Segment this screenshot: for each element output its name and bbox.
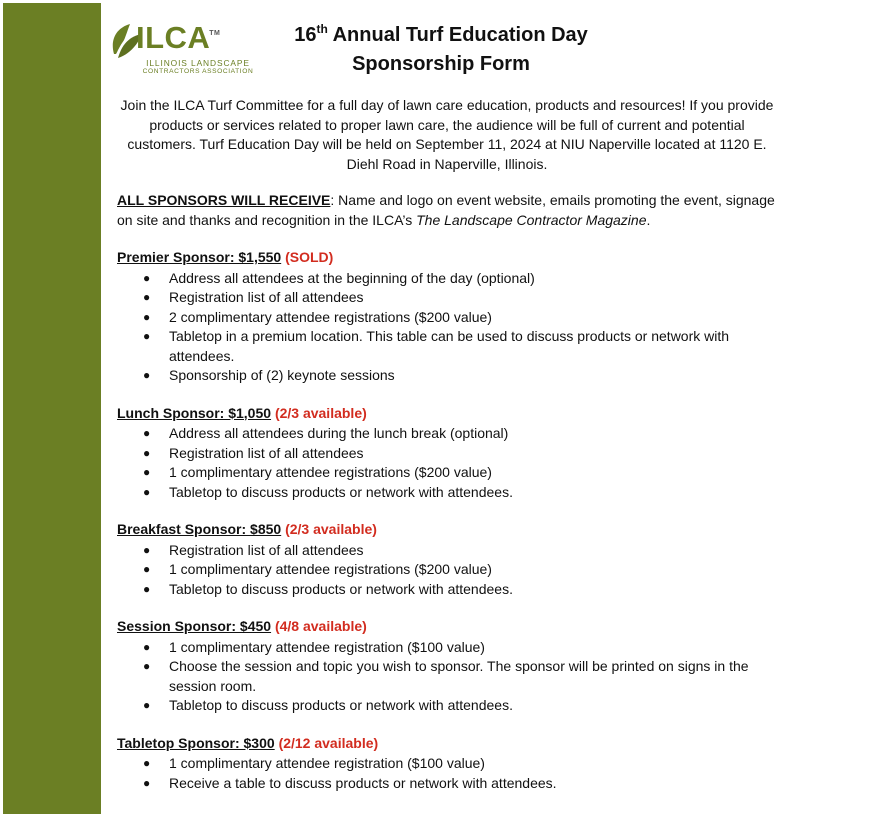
benefit-item	[117, 541, 777, 561]
benefit-item	[117, 424, 777, 444]
bullet-icon: ●	[143, 659, 151, 673]
sponsor-tier	[117, 404, 777, 503]
benefit-list	[117, 754, 777, 793]
bullet-icon: ●	[143, 542, 151, 557]
bullet-icon: ●	[143, 465, 151, 479]
benefit-item	[117, 327, 777, 366]
benefit-item	[117, 754, 777, 774]
benefit-text: 1 complimentary attendee registration ($100 value)	[169, 755, 485, 771]
sponsor-tier	[117, 520, 777, 599]
bullet-icon: ●	[143, 445, 151, 460]
tier-status: (2/3 available)	[285, 521, 377, 537]
benefit-item	[117, 560, 777, 580]
title-line-1: 16th Annual Turf Education Day	[294, 22, 588, 46]
tier-name: Premier Sponsor: $1,550	[117, 249, 282, 265]
tier-status: (2/12 available)	[278, 734, 379, 751]
bullet-icon: ●	[143, 290, 151, 304]
bullet-icon: ●	[143, 581, 151, 596]
intro-paragraph: Join the ILCA Turf Committee for a full day of lawn care education, products and resources! If you provide products or services related to proper lawn care, the audience will be full of current and potential customers. Turf Education Day will be held on September 11, 2024 at NIU Naperville located at 1120 E. Diehl Road in Naperville, Illinois.	[120, 97, 774, 172]
tier-name: Session Sponsor: $450	[117, 618, 272, 634]
bullet-icon: ●	[143, 698, 151, 712]
benefit-text: Sponsorship of (2) keynote sessions	[169, 367, 395, 383]
bullet-icon: ●	[143, 309, 151, 324]
logo-wordmark: ILCA TM	[136, 20, 210, 56]
trademark-mark: TM	[209, 30, 221, 37]
tier-name: Breakfast Sponsor: $850	[117, 521, 282, 537]
benefit-item	[117, 696, 777, 716]
bullet-icon: ●	[143, 368, 151, 382]
sponsor-tier	[117, 734, 777, 794]
sponsor-tier	[117, 617, 777, 716]
tier-status: (4/8 available)	[274, 618, 367, 634]
all-sponsors-paragraph: ALL SPONSORS WILL RECEIVE: Name and logo on event website, emails promoting the event, signage on site and thanks and recognition in the ILCA’s The Landscape Contractor Magazine.	[117, 192, 775, 228]
benefit-list	[117, 638, 777, 716]
benefit-text: Registration list of all attendees	[169, 289, 364, 305]
bullet-icon: ●	[143, 329, 151, 343]
benefit-list	[117, 541, 777, 600]
benefit-text: Tabletop in a premium location. This table can be used to discuss products or network with attendees.	[169, 328, 730, 364]
bullet-icon: ●	[143, 270, 151, 285]
tier-name: Tabletop Sponsor: $300	[117, 734, 275, 751]
magazine-title: The Landscape Contractor Magazine	[416, 211, 647, 228]
benefit-list	[117, 424, 777, 502]
tier-status: (SOLD)	[285, 249, 334, 265]
bullet-icon: ●	[143, 484, 151, 499]
bullet-icon: ●	[143, 639, 151, 654]
logo-subtitle: ILLINOIS LANDSCAPE CONTRACTORS ASSOCIATION	[142, 58, 254, 75]
tier-status: (2/3 available)	[274, 404, 367, 421]
tier-heading	[117, 520, 777, 540]
benefit-item	[117, 638, 777, 658]
benefit-text: Tabletop to discuss products or network with attendees.	[169, 697, 513, 713]
benefit-item	[117, 269, 777, 289]
benefit-text: Registration list of all attendees	[169, 541, 364, 558]
tier-name: Lunch Sponsor: $1,050	[117, 404, 272, 421]
benefit-item	[117, 288, 777, 308]
tier-heading	[117, 404, 777, 424]
tier-heading	[117, 617, 777, 637]
tier-heading	[117, 734, 777, 754]
tier-heading	[117, 248, 777, 268]
ilca-logo	[108, 18, 260, 76]
bullet-icon: ●	[143, 426, 151, 440]
sponsor-tier	[117, 248, 777, 386]
all-sponsors-label: ALL SPONSORS WILL RECEIVE	[117, 192, 331, 208]
benefit-item	[117, 657, 777, 696]
benefit-text: Address all attendees during the lunch break (optional)	[169, 425, 509, 441]
green-sidebar	[3, 3, 101, 814]
benefit-text: 1 complimentary attendee registration ($100 value)	[169, 638, 485, 655]
benefit-text: Tabletop to discuss products or network with attendees.	[169, 483, 513, 500]
benefit-item	[117, 463, 777, 483]
benefit-list	[117, 269, 777, 386]
bullet-icon: ●	[143, 775, 151, 790]
benefit-text: 1 complimentary attendee registrations ($200 value)	[169, 561, 492, 577]
bullet-icon: ●	[143, 756, 151, 770]
benefit-text: Tabletop to discuss products or network with attendees.	[169, 580, 513, 597]
title-line-2: Sponsorship Form	[352, 53, 530, 75]
benefit-text: 1 complimentary attendee registrations ($200 value)	[169, 464, 492, 480]
form-content	[117, 96, 777, 811]
benefit-item	[117, 444, 777, 464]
benefit-text: 2 complimentary attendee registrations ($200 value)	[169, 308, 492, 325]
bullet-icon: ●	[143, 562, 151, 576]
benefit-item	[117, 774, 777, 794]
benefit-item	[117, 483, 777, 503]
benefit-text: Receive a table to discuss products or network with attendees.	[169, 774, 557, 791]
benefit-text: Address all attendees at the beginning of the day (optional)	[169, 269, 535, 286]
benefit-item	[117, 308, 777, 328]
benefit-item	[117, 366, 777, 386]
benefit-text: Choose the session and topic you wish to sponsor. The sponsor will be printed on signs in the session room.	[169, 658, 749, 694]
page-title	[270, 21, 612, 79]
sponsor-tiers	[117, 248, 777, 793]
benefit-item	[117, 580, 777, 600]
benefit-text: Registration list of all attendees	[169, 444, 364, 461]
